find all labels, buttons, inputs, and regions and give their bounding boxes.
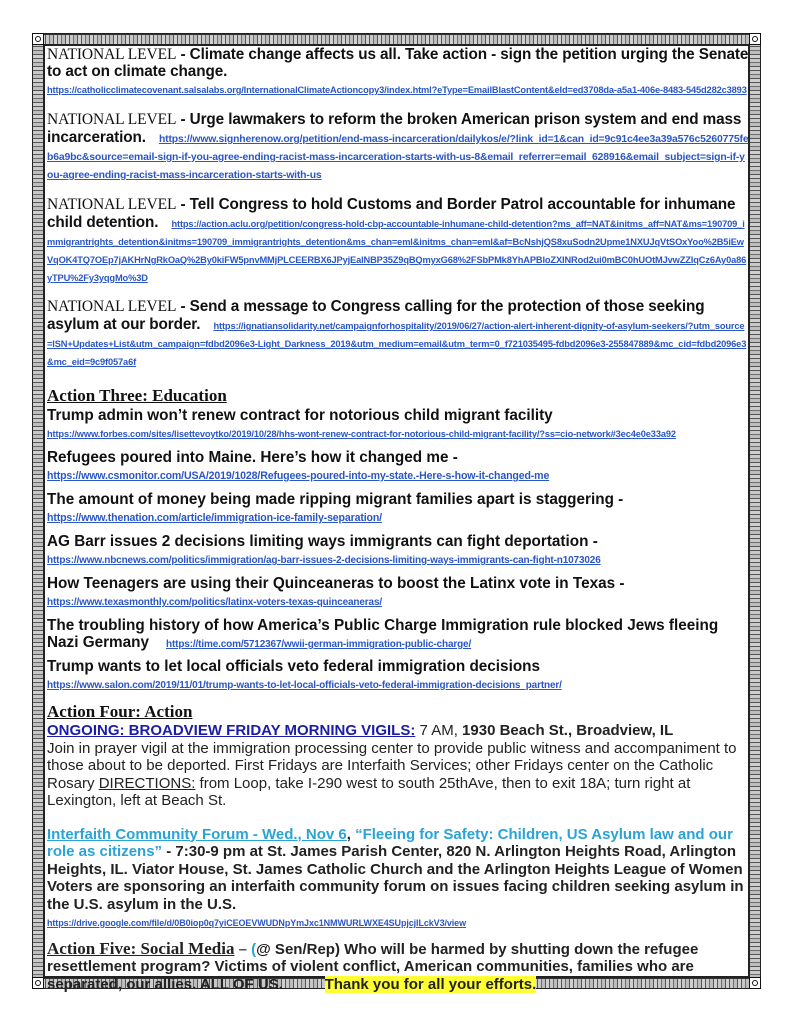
article-title	[47, 617, 749, 651]
forum-title: “Fleeing for Safety: Children, US Asylum law and our role as citizens”	[47, 825, 733, 860]
section-heading: Action Three: Education	[47, 386, 227, 405]
petition-link[interactable]: https://action.aclu.org/petition/congress-hold-cbp-accountable-inhumane-child-detention?ms_aff=NAT&initms_aff=NAT&ms=190709_immigrantrights_detention&initms=190709_immigrantrights_detention&ms_chan=eml&initms_chan=eml&af=BcNshjQS8xuSodn2Upme1NXUJqVtSOxYoo%2B5iEwVqOK4TQ7OEp7jAKHrNgRkOaQ%2By0kiFW5pnvMMjPLCEERBX6JPyjEalNBP35Z9qBQmyxG68%2FSbPMk8YhAPBloZXINRod2ui0mBC0hUOtMJvwZZIqCz6Ay0a86yTPU%2Fy3yqgMo%3D	[47, 219, 747, 283]
corner-ornament-icon	[749, 33, 761, 45]
article-item	[47, 449, 749, 484]
article-item	[47, 658, 749, 693]
article-link[interactable]: https://www.texasmonthly.com/politics/latinx-voters-texas-quinceaneras/	[47, 597, 382, 608]
article-title: How Teenagers are using their Quinceaneras to boost the Latinx vote in Texas -	[47, 575, 625, 592]
petition-link[interactable]: https://catholicclimatecovenant.salsalabs.org/InternationalClimateActioncopy3/index.html?eType=EmailBlastContent&eId=ed3708da-a5a1-406e-8483-545d282c3893	[47, 85, 747, 95]
vigil-place: 1930 Beach St., Broadview, IL	[457, 722, 674, 739]
vigil-body: Join in prayer vigil at the immigration processing center to provide public witness and accompaniment to those about to be deported. First Fridays are Interfaith Services; other Fridays center on the Catholic Rosary	[47, 739, 737, 792]
separator: –	[234, 940, 252, 958]
article-link[interactable]: https://www.thenation.com/article/immigration-ice-family-separation/	[47, 512, 382, 524]
national-text: Climate change affects us all. Take action - sign the petition urging the Senate to act on climate change.	[47, 46, 749, 80]
vigil-time: 7 AM,	[415, 722, 458, 739]
action-section	[47, 702, 749, 933]
social-section	[47, 939, 749, 994]
article-item	[47, 407, 749, 442]
article-link[interactable]: https://www.salon.com/2019/11/01/trump-wants-to-let-local-officials-veto-federal-immigration-decisions_partner/	[47, 680, 562, 691]
directions-label: DIRECTIONS:	[98, 774, 196, 792]
national-item	[47, 298, 749, 370]
article-item	[47, 617, 749, 651]
separator: -	[176, 111, 190, 128]
document-content	[47, 44, 749, 993]
article-item	[47, 533, 749, 568]
article-item	[47, 491, 749, 526]
article-item	[47, 575, 749, 610]
article-title: AG Barr issues 2 decisions limiting ways immigrants can fight deportation -	[47, 533, 598, 550]
national-label: NATIONAL LEVEL	[47, 298, 177, 315]
article-link[interactable]: https://www.forbes.com/sites/lisettevoytko/2019/10/28/hhs-wont-renew-contract-for-notorious-child-migrant-facility/?ss=cio-network#3ec4e0e33a92	[47, 429, 676, 439]
article-title: Refugees poured into Maine. Here’s how it changed me -	[47, 449, 458, 466]
separator: -	[176, 196, 190, 213]
national-label: NATIONAL LEVEL	[47, 196, 177, 213]
section-heading: Action Four: Action	[47, 702, 193, 721]
national-text: Urge lawmakers to reform the broken American prison system and end mass incarceration.	[47, 111, 742, 146]
article-title-text: The troubling history of how America’s Public Charge Immigration rule blocked Jews fleeing Nazi Germany	[47, 617, 719, 651]
education-section	[47, 386, 749, 693]
corner-ornament-icon	[749, 977, 761, 989]
forum-link[interactable]: Interfaith Community Forum - Wed., Nov 6	[47, 825, 347, 843]
article-link[interactable]: https://www.nbcnews.com/politics/immigration/ag-barr-issues-2-decisions-limiting-ways-immigrants-can-fight-n1073026	[47, 555, 601, 566]
article-link[interactable]: https://www.csmonitor.com/USA/2019/1028/Refugees-poured-into-my-state.-Here-s-how-it-changed-me	[47, 470, 550, 482]
separator: ,	[346, 825, 356, 843]
border-right	[749, 33, 761, 989]
section-heading: Action Five: Social Media	[47, 938, 235, 958]
national-label: NATIONAL LEVEL	[47, 46, 177, 63]
social-tag: @ Sen/Rep)	[256, 940, 340, 958]
national-label: NATIONAL LEVEL	[47, 111, 177, 128]
forum-paragraph	[47, 826, 749, 933]
article-title: Trump admin won’t renew contract for notorious child migrant facility	[47, 407, 553, 424]
separator: -	[176, 298, 190, 315]
vigil-link[interactable]: ONGOING: BROADVIEW FRIDAY MORNING VIGILS:	[47, 722, 416, 739]
national-text: Tell Congress to hold Customs and Border Patrol accountable for inhumane child detention.	[47, 196, 736, 231]
article-title: The amount of money being made ripping migrant families apart is staggering -	[47, 491, 624, 508]
petition-link[interactable]: https://www.signherenow.org/petition/end-mass-incarceration/dailykos/e/?link_id=1&can_id=9c91c4ee3a39a576c5260775feb6a9bc&source=email-sign-if-you-agree-ending-racist-mass-incarceration-starts-with-us-8&email_referrer=email_628916&email_subject=sign-if-you-agree-ending-racist-mass-incarceration-starts-with-us	[47, 134, 749, 181]
national-item	[47, 46, 749, 98]
article-link[interactable]: https://time.com/5712367/wwii-german-immigration-public-charge/	[166, 639, 472, 650]
national-item	[47, 111, 749, 183]
forum-body: - 7:30-9 pm at St. James Parish Center, 820 N. Arlington Heights Road, Arlington Heights, IL. Viator House, St. James Catholic Church and the Arlington Heights League of Women Voters are sponsoring an interfaith community forum on issues facing children seeking asylum in the U.S. asylum in the U.S.	[47, 843, 744, 913]
petition-link[interactable]: https://ignatiansolidarity.net/campaignforhospitality/2019/06/27/action-alert-inherent-dignity-of-asylum-seekers/?utm_source=ISN+Updates+List&utm_campaign=fdbd2096e3-Light_Darkness_2019&utm_medium=email&utm_term=0_f721035495-fdbd2096e3-255847889&mc_cid=fdbd2096e3&mc_eid=9c9f057a6f	[47, 321, 747, 367]
corner-ornament-icon	[32, 977, 44, 989]
forum-flyer-link[interactable]: https://drive.google.com/file/d/0B0iop0q7yiCEOEVWUDNpYmJxc1NMWURLWXE4SUpjcjlLckV3/view	[47, 918, 466, 928]
national-text: Send a message to Congress calling for the protection of those seeking asylum at our border.	[47, 298, 705, 333]
article-title: Trump wants to let local officials veto federal immigration decisions	[47, 658, 541, 675]
spacer	[283, 976, 325, 993]
thank-you-note: Thank you for all your efforts.	[324, 975, 537, 993]
vigil-directions: from Loop, take I-290 west to south 25thAve, then to exit 18A; turn right at Lexington, left at Beach St.	[47, 774, 691, 809]
vigil-paragraph	[47, 722, 749, 810]
paren: (	[251, 940, 257, 958]
social-body: Who will be harmed by shutting down the refugee resettlement program? Victims of violent conflict, American communities, families who are separated, our allies. ALL OF US.	[47, 940, 699, 993]
separator: -	[176, 46, 190, 63]
national-item	[47, 196, 749, 286]
border-left	[32, 33, 44, 989]
corner-ornament-icon	[32, 33, 44, 45]
